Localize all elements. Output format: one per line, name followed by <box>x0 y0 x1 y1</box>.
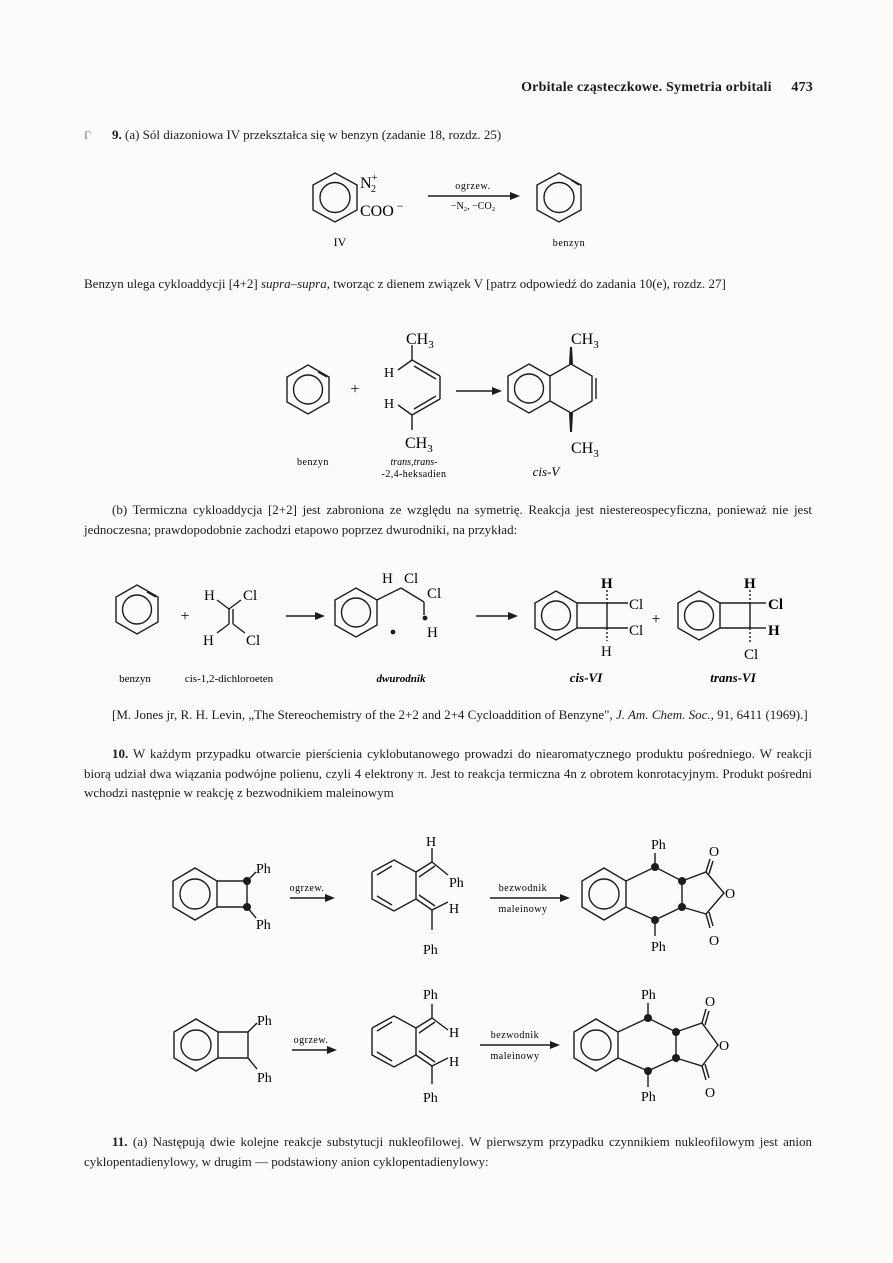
problem-11-number: 11. <box>112 1134 128 1149</box>
margin-mark: Γ <box>84 128 91 142</box>
carbonyl-bond-line <box>709 912 713 926</box>
arrow-condition-top: ogrzew. <box>455 181 491 192</box>
o-atom: O <box>705 1086 716 1101</box>
double-bond-line <box>419 895 435 906</box>
ph-group: Ph <box>423 943 438 958</box>
product-ch3-top: $CH_3$ <box>571 331 599 351</box>
adduct-middle-ring <box>618 1018 676 1071</box>
cl-atom: Cl <box>404 571 419 587</box>
cl-atom: Cl <box>246 633 261 649</box>
bond-line <box>416 899 432 910</box>
plus-sign: + <box>180 608 190 625</box>
cl-atom: Cl <box>243 588 258 604</box>
stereocenter-dot-icon <box>678 903 686 911</box>
o-atom: O <box>709 934 720 949</box>
problem-9-number: 9. <box>112 127 122 142</box>
para2-text-a: Benzyn ulega cykloaddycji [4+2] <box>84 276 261 291</box>
h-atom: H <box>601 576 613 592</box>
coo-group: COO − <box>360 199 404 220</box>
plus-sign: + <box>651 611 661 628</box>
carbonyl-bond-line <box>709 861 713 874</box>
cl-atom: Cl <box>629 597 644 613</box>
aromatic-circle-icon <box>180 879 210 909</box>
h-atom: H <box>203 633 214 649</box>
arrow-condition: ogrzew. <box>289 883 325 894</box>
h-atom-top: H <box>384 366 395 381</box>
cl-atom: Cl <box>629 623 644 639</box>
ph-group: Ph <box>641 1090 656 1105</box>
h-atom: H <box>382 571 393 587</box>
h-atom: H <box>426 835 437 850</box>
carbonyl-bond-line <box>702 1009 706 1023</box>
label-diradical: dwurodnik <box>376 673 426 685</box>
label-diene-2: -2,4-heksadien <box>381 469 447 480</box>
stereocenter-dot-icon <box>644 1014 652 1022</box>
problem-9-text: (a) Sól diazoniowa IV przekształca się w benzyn (zadanie 18, rozdz. 25) <box>125 127 502 142</box>
bond-line <box>432 862 448 875</box>
ch3-bottom: $CH_3$ <box>405 435 433 455</box>
anhydride-ring <box>682 872 724 914</box>
cyclobutene-ring <box>217 881 247 907</box>
label-cis-vi: cis-VI <box>569 670 603 685</box>
problem-10-number: 10. <box>112 746 129 761</box>
plus-sign: + <box>350 381 360 398</box>
arrow-head-icon <box>560 894 570 902</box>
o-atom: O <box>705 995 716 1010</box>
aromatic-circle-icon <box>181 1030 211 1060</box>
h-atom: H <box>601 644 612 660</box>
h-atom: H <box>449 902 460 917</box>
ph-group: Ph <box>256 918 271 933</box>
label-dichloroethene: cis-1,2-dichloroeten <box>184 673 274 685</box>
label-benzyn: benzyn <box>119 673 151 685</box>
label-iv: IV <box>333 235 347 249</box>
ph-group: Ph <box>449 876 464 891</box>
para2-italic: supra–supra, <box>261 276 330 291</box>
cl-atom: Cl <box>768 597 783 613</box>
carbonyl-bond-line <box>706 914 710 928</box>
h-atom: H <box>427 625 438 641</box>
o-atom: O <box>709 845 720 860</box>
arrow-condition-top: bezwodnik <box>490 1030 540 1041</box>
bond-line <box>248 1023 257 1032</box>
arrow-head-icon <box>550 1041 560 1049</box>
arrow-condition-bottom: maleinowy <box>498 904 548 915</box>
intermediate-ring <box>372 860 416 911</box>
cl-atom: Cl <box>427 586 442 602</box>
problem-10-text: W każdym przypadku otwarcie pierścienia cyklobutanowego prowadzi do niearomatycznego produktu pośredniego. W reakcji biorą udział dwa wiązania podwójne polienu, czyli 4 elektrony π. Jest to reakcja termiczna 4n z obrotem konrotacyjnym. Produkt pośredni wchodzi następnie w reakcję z bezwodnikiem maleinowym <box>84 746 812 800</box>
label-diene-1: trans,trans- <box>390 457 438 468</box>
ph-group: Ph <box>257 1014 272 1029</box>
aromatic-circle-icon <box>581 1030 611 1060</box>
arrow-condition-bottom: maleinowy <box>490 1051 540 1062</box>
stereocenter-dot-icon <box>651 863 659 871</box>
cl-atom: Cl <box>744 647 759 663</box>
ph-group: Ph <box>257 1071 272 1086</box>
ph-group: Ph <box>423 988 438 1003</box>
o-atom: O <box>719 1039 730 1054</box>
double-bond-line <box>419 1022 435 1033</box>
ph-group: Ph <box>641 988 656 1003</box>
anhydride-ring <box>676 1023 718 1066</box>
paragraph-2-2-cycloaddition: (b) Termiczna cykloaddycja [2+2] jest zabroniona ze względu na symetrię. Reakcja jest niestereospecyficzna, ponieważ nie jest jednoczesna; prawdopodobnie zachodzi etapowo poprzez dwurodniki, na przykład: <box>84 502 812 537</box>
running-title: Orbitale cząsteczkowe. Symetria orbitali <box>521 80 772 95</box>
ch3-top: $CH_3$ <box>406 331 434 351</box>
stereocenter-dot-icon <box>243 877 251 885</box>
h-atom: H <box>204 588 215 604</box>
adduct-middle-ring <box>626 867 682 920</box>
h-atom-bottom: H <box>384 397 395 412</box>
label-trans-vi: trans-VI <box>710 670 756 685</box>
intermediate-ring <box>372 1016 416 1067</box>
para2-text-b: tworząc z dienem związek V [patrz odpowiedź do zadania 10(e), rozdz. 27] <box>330 276 726 291</box>
stereocenter-dot-icon <box>678 877 686 885</box>
carbonyl-bond-line <box>702 1066 706 1080</box>
stereocenter-dot-icon <box>651 916 659 924</box>
double-bond-line <box>419 866 435 877</box>
arrow-condition-top: bezwodnik <box>498 883 548 894</box>
n2-subscript: 2 <box>371 184 376 195</box>
reference-journal: J. Am. Chem. Soc., <box>615 707 714 722</box>
h-atom: H <box>768 623 780 639</box>
carbonyl-bond-line <box>705 1064 709 1078</box>
page-number: 473 <box>791 80 813 95</box>
double-bond-line <box>419 1051 435 1062</box>
n2-group: N+ <box>360 173 378 192</box>
bond-line <box>432 1018 448 1030</box>
ph-group: Ph <box>651 838 666 853</box>
arrow-head-icon <box>327 1046 337 1054</box>
arrow-head-icon <box>325 894 335 902</box>
o-atom: O <box>725 887 736 902</box>
bond-line <box>248 1058 257 1069</box>
label-cis-v: cis-V <box>532 464 560 479</box>
reference-text-a: [M. Jones jr, R. H. Levin, „The Stereochemistry of the 2+2 and 2+4 Cycloaddition of Benzyne", <box>112 707 616 722</box>
arrow-condition: ogrzew. <box>293 1035 329 1046</box>
product-ch3-bottom: $CH_3$ <box>571 440 599 460</box>
carbonyl-bond-line <box>706 859 710 872</box>
stereocenter-dot-icon <box>243 903 251 911</box>
aromatic-circle-icon <box>589 879 619 909</box>
ph-group: Ph <box>256 862 271 877</box>
problem-11 <box>84 1132 812 1171</box>
h-atom: H <box>449 1055 460 1070</box>
carbonyl-bond-line <box>705 1011 709 1025</box>
h-atom: H <box>449 1026 460 1041</box>
stereocenter-dot-icon <box>644 1067 652 1075</box>
label-benzyn: benzyn <box>552 238 586 249</box>
cyclobutene-ring <box>218 1032 248 1058</box>
reference-text-b: 91, 6411 (1969).] <box>713 707 808 722</box>
stereocenter-dot-icon <box>672 1028 680 1036</box>
problem-11-text: (a) Następują dwie kolejne reakcje substytucji nukleofilowej. W pierwszym przypadku czynnikiem nukleofilowym jest anion cyklopentadienylowy, w drugim — podstawiony anion cyklopentadienylowy: <box>84 1134 813 1169</box>
bond-line <box>416 1055 432 1066</box>
arrow-condition-bottom: −N₂, −CO₂ <box>450 201 496 212</box>
h-atom: H <box>744 576 756 592</box>
stereocenter-dot-icon <box>672 1054 680 1062</box>
label-benzyn: benzyn <box>297 457 329 468</box>
ph-group: Ph <box>423 1091 438 1106</box>
ph-group: Ph <box>651 940 666 955</box>
